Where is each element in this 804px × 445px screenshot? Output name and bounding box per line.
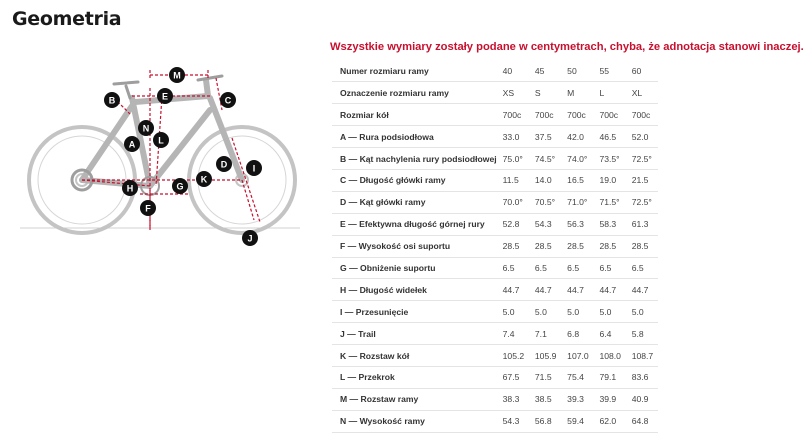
table-row bbox=[332, 410, 658, 432]
row-value: 60 bbox=[626, 60, 658, 82]
row-value: 79.1 bbox=[593, 366, 625, 388]
table-row bbox=[332, 60, 658, 82]
row-value: 700c bbox=[529, 104, 561, 126]
row-value: 39.9 bbox=[593, 388, 625, 410]
row-value: L bbox=[593, 82, 625, 104]
row-value: 74.0° bbox=[561, 148, 593, 170]
row-value: 56.8 bbox=[529, 410, 561, 432]
row-value: 28.5 bbox=[497, 235, 529, 257]
svg-text:E: E bbox=[161, 91, 169, 102]
row-label: C — Długość główki ramy bbox=[332, 169, 497, 191]
table-row bbox=[332, 82, 658, 104]
row-value: 71.5 bbox=[529, 366, 561, 388]
row-value: 56.3 bbox=[561, 213, 593, 235]
svg-text:J: J bbox=[247, 233, 253, 244]
svg-text:G: G bbox=[176, 181, 184, 192]
row-value: 7.4 bbox=[497, 323, 529, 345]
row-value: 45 bbox=[529, 60, 561, 82]
row-value: 59.4 bbox=[561, 410, 593, 432]
row-value: 6.5 bbox=[593, 257, 625, 279]
marker-e bbox=[157, 88, 173, 104]
row-label: D — Kąt główki ramy bbox=[332, 191, 497, 213]
row-value: 71.5° bbox=[593, 191, 625, 213]
row-value: 14.0 bbox=[529, 169, 561, 191]
row-value: 21.5 bbox=[626, 169, 658, 191]
row-value: 28.5 bbox=[561, 235, 593, 257]
row-value: 5.8 bbox=[626, 323, 658, 345]
table-row bbox=[332, 148, 658, 170]
row-value: 6.5 bbox=[626, 257, 658, 279]
row-value: 33.0 bbox=[497, 126, 529, 148]
row-label: H — Długość widełek bbox=[332, 279, 497, 301]
row-value: 40.9 bbox=[626, 388, 658, 410]
table-row bbox=[332, 169, 658, 191]
row-value: 73.5° bbox=[593, 148, 625, 170]
row-value: 61.3 bbox=[626, 213, 658, 235]
svg-text:B: B bbox=[108, 95, 116, 106]
units-note: Wszystkie wymiary zostały podane w centymetrach, chyba, że adnotacja stanowi inaczej. bbox=[330, 41, 804, 53]
row-label: G — Obniżenie suportu bbox=[332, 257, 497, 279]
row-value: 105.2 bbox=[497, 345, 529, 367]
row-value: 83.6 bbox=[626, 366, 658, 388]
svg-text:K: K bbox=[200, 174, 208, 185]
svg-text:H: H bbox=[126, 183, 134, 194]
row-value: 54.3 bbox=[497, 410, 529, 432]
table-row bbox=[332, 104, 658, 126]
row-value: 28.5 bbox=[593, 235, 625, 257]
svg-text:C: C bbox=[224, 95, 232, 106]
row-value: 46.5 bbox=[593, 126, 625, 148]
row-value: 58.3 bbox=[593, 213, 625, 235]
row-value: 72.5° bbox=[626, 148, 658, 170]
marker-b bbox=[104, 92, 120, 108]
marker-c bbox=[220, 92, 236, 108]
row-value: 44.7 bbox=[561, 279, 593, 301]
row-value: 39.3 bbox=[561, 388, 593, 410]
row-value: 44.7 bbox=[529, 279, 561, 301]
row-value: 108.7 bbox=[626, 345, 658, 367]
marker-h bbox=[122, 180, 138, 196]
row-value: 5.0 bbox=[561, 301, 593, 323]
table-row bbox=[332, 388, 658, 410]
row-label: K — Rozstaw kół bbox=[332, 345, 497, 367]
row-value: 37.5 bbox=[529, 126, 561, 148]
row-value: 62.0 bbox=[593, 410, 625, 432]
marker-f bbox=[140, 200, 156, 216]
row-value: 40 bbox=[497, 60, 529, 82]
svg-text:D: D bbox=[220, 159, 228, 170]
row-value: 6.5 bbox=[561, 257, 593, 279]
table-row bbox=[332, 126, 658, 148]
row-value: 5.0 bbox=[626, 301, 658, 323]
row-value: 28.5 bbox=[626, 235, 658, 257]
table-row bbox=[332, 366, 658, 388]
row-value: 700c bbox=[497, 104, 529, 126]
row-value: 64.8 bbox=[626, 410, 658, 432]
svg-text:I: I bbox=[252, 163, 256, 174]
row-value: 70.5° bbox=[529, 191, 561, 213]
table-row bbox=[332, 279, 658, 301]
row-label: J — Trail bbox=[332, 323, 497, 345]
svg-text:N: N bbox=[142, 123, 150, 134]
table-row bbox=[332, 257, 658, 279]
row-value: XS bbox=[497, 82, 529, 104]
row-value: 70.0° bbox=[497, 191, 529, 213]
row-value: 72.5° bbox=[626, 191, 658, 213]
row-value: 28.5 bbox=[529, 235, 561, 257]
bike-geometry-diagram bbox=[20, 58, 320, 253]
row-value: 6.4 bbox=[593, 323, 625, 345]
row-label: I — Przesunięcie bbox=[332, 301, 497, 323]
page-title: Geometria bbox=[12, 8, 122, 30]
marker-j bbox=[242, 230, 258, 246]
marker-l bbox=[153, 132, 169, 148]
row-value: 44.7 bbox=[497, 279, 529, 301]
svg-text:F: F bbox=[145, 203, 151, 214]
table-row bbox=[332, 345, 658, 367]
marker-n bbox=[138, 120, 154, 136]
table-row bbox=[332, 235, 658, 257]
row-value: 6.5 bbox=[529, 257, 561, 279]
row-value: S bbox=[529, 82, 561, 104]
svg-text:M: M bbox=[173, 70, 181, 81]
row-value: 16.5 bbox=[561, 169, 593, 191]
svg-text:L: L bbox=[158, 135, 164, 146]
row-value: 42.0 bbox=[561, 126, 593, 148]
row-label: A — Rura podsiodłowa bbox=[332, 126, 497, 148]
row-value: 52.0 bbox=[626, 126, 658, 148]
svg-text:A: A bbox=[128, 139, 136, 150]
row-value: 44.7 bbox=[593, 279, 625, 301]
row-value: 44.7 bbox=[626, 279, 658, 301]
row-value: 19.0 bbox=[593, 169, 625, 191]
row-value: 700c bbox=[561, 104, 593, 126]
row-value: M bbox=[561, 82, 593, 104]
row-label: F — Wysokość osi suportu bbox=[332, 235, 497, 257]
row-value: 7.1 bbox=[529, 323, 561, 345]
row-value: 38.3 bbox=[497, 388, 529, 410]
row-label: M — Rozstaw ramy bbox=[332, 388, 497, 410]
row-label: B — Kąt nachylenia rury podsiodłowej bbox=[332, 148, 497, 170]
row-value: 6.8 bbox=[561, 323, 593, 345]
row-value: 52.8 bbox=[497, 213, 529, 235]
row-value: 71.0° bbox=[561, 191, 593, 213]
row-label: L — Przekrok bbox=[332, 366, 497, 388]
row-label: Numer rozmiaru ramy bbox=[332, 60, 497, 82]
row-label: Rozmiar kół bbox=[332, 104, 497, 126]
row-value: XL bbox=[626, 82, 658, 104]
row-value: 11.5 bbox=[497, 169, 529, 191]
row-value: 105.9 bbox=[529, 345, 561, 367]
row-value: 5.0 bbox=[593, 301, 625, 323]
marker-a bbox=[124, 136, 140, 152]
table-row bbox=[332, 323, 658, 345]
marker-i bbox=[246, 160, 262, 176]
row-value: 55 bbox=[593, 60, 625, 82]
row-value: 5.0 bbox=[529, 301, 561, 323]
row-label: Oznaczenie rozmiaru ramy bbox=[332, 82, 497, 104]
row-value: 67.5 bbox=[497, 366, 529, 388]
marker-d bbox=[216, 156, 232, 172]
row-value: 75.4 bbox=[561, 366, 593, 388]
row-value: 74.5° bbox=[529, 148, 561, 170]
row-value: 108.0 bbox=[593, 345, 625, 367]
row-value: 6.5 bbox=[497, 257, 529, 279]
row-label: E — Efektywna długość górnej rury bbox=[332, 213, 497, 235]
table-row bbox=[332, 301, 658, 323]
row-value: 50 bbox=[561, 60, 593, 82]
table-row bbox=[332, 191, 658, 213]
table-row bbox=[332, 213, 658, 235]
row-value: 700c bbox=[593, 104, 625, 126]
row-value: 5.0 bbox=[497, 301, 529, 323]
row-value: 38.5 bbox=[529, 388, 561, 410]
row-label: N — Wysokość ramy bbox=[332, 410, 497, 432]
marker-k bbox=[196, 171, 212, 187]
row-value: 700c bbox=[626, 104, 658, 126]
row-value: 75.0° bbox=[497, 148, 529, 170]
geometry-table bbox=[332, 60, 658, 433]
row-value: 54.3 bbox=[529, 213, 561, 235]
row-value: 107.0 bbox=[561, 345, 593, 367]
marker-m bbox=[169, 67, 185, 83]
marker-g bbox=[172, 178, 188, 194]
